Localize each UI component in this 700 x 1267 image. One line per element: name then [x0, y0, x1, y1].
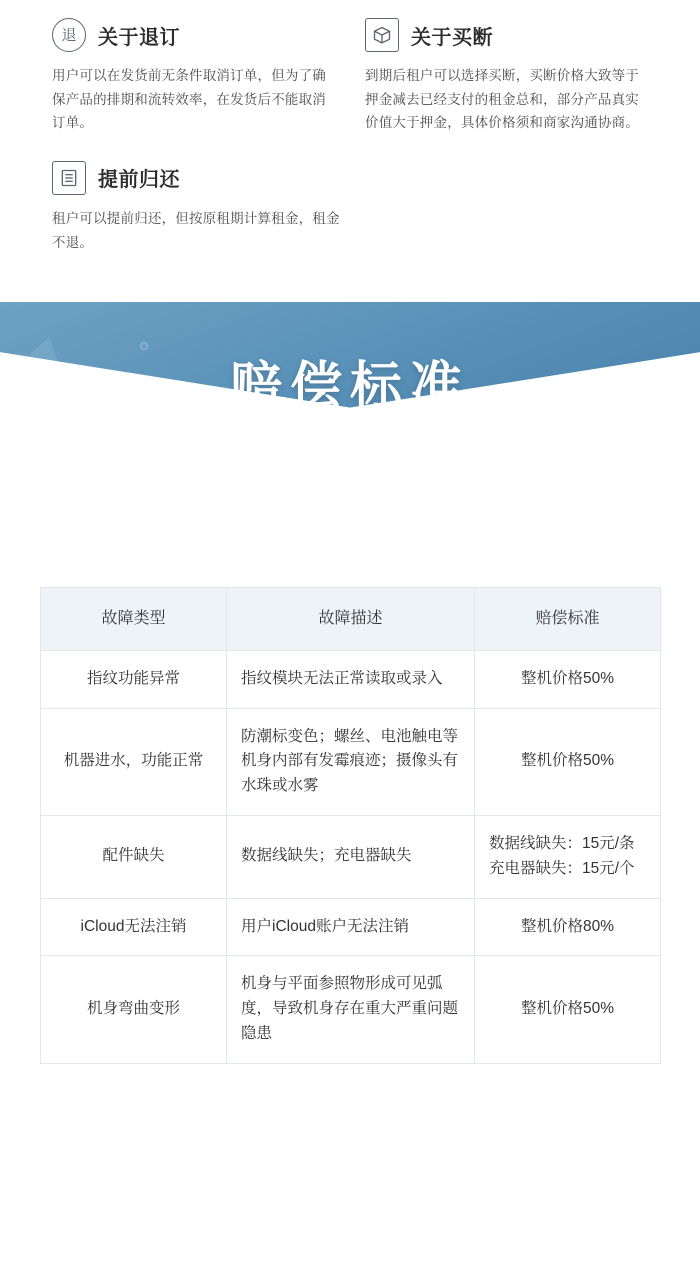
faq-item-title: 提前归还	[98, 169, 180, 192]
cell-standard: 数据线缺失：15元/条 充电器缺失：15元/个	[475, 815, 661, 898]
faq-item-header	[52, 18, 335, 52]
table-row	[41, 708, 661, 815]
table-header-row	[41, 588, 661, 651]
faq-item-refund	[52, 18, 335, 135]
table-header-standard: 赔偿标准	[475, 588, 661, 651]
cell-fault-desc: 用户iCloud账户无法注销	[227, 898, 475, 956]
cell-fault-type: 机器进水，功能正常	[41, 708, 227, 815]
table-body	[41, 650, 661, 1063]
faq-item-text: 用户可以在发货前无条件取消订单，但为了确保产品的排期和流转效率，在发货后不能取消订单。	[52, 68, 326, 131]
cell-standard: 整机价格50%	[475, 708, 661, 815]
box-icon	[365, 18, 399, 52]
faq-item-header	[52, 161, 352, 195]
table-row	[41, 956, 661, 1063]
table-header-fault-desc: 故障描述	[227, 588, 475, 651]
faq-item-title: 关于买断	[411, 26, 493, 49]
compensation-table-section	[0, 587, 700, 1064]
cell-fault-type: 指纹功能异常	[41, 650, 227, 708]
cell-fault-desc: 数据线缺失；充电器缺失	[227, 815, 475, 898]
document-lines-icon	[52, 161, 86, 195]
faq-item-early-return	[52, 161, 352, 254]
faq-section	[0, 0, 700, 280]
faq-item-buyout	[365, 18, 648, 135]
cell-standard: 整机价格80%	[475, 898, 661, 956]
table-row	[41, 815, 661, 898]
cell-standard: 整机价格50%	[475, 956, 661, 1063]
compensation-banner	[0, 302, 700, 557]
faq-item-header	[365, 18, 648, 52]
compensation-table	[40, 587, 661, 1064]
cell-fault-type: iCloud无法注销	[41, 898, 227, 956]
cell-fault-type: 机身弯曲变形	[41, 956, 227, 1063]
table-row	[41, 898, 661, 956]
cell-fault-desc: 指纹模块无法正常读取或录入	[227, 650, 475, 708]
faq-item-text: 租户可以提前归还，但按原租期计算租金，租金不退。	[52, 210, 340, 250]
banner-title-cn: 赔偿标准	[229, 358, 470, 417]
faq-item-text: 到期后租户可以选择买断，买断价格大致等于押金减去已经支付的租金总和，部分产品真实价值大于押金，具体价格须和商家沟通协商。	[365, 68, 639, 131]
refund-circle-icon: 退	[52, 18, 86, 52]
cell-fault-type: 配件缺失	[41, 815, 227, 898]
faq-row-2	[52, 161, 648, 280]
faq-row-1	[52, 18, 648, 161]
cell-fault-desc: 防潮标变色；螺丝、电池触电等机身内部有发霉痕迹；摄像头有水珠或水雾	[227, 708, 475, 815]
table-row	[41, 650, 661, 708]
table-header-fault-type: 故障类型	[41, 588, 227, 651]
cell-fault-desc: 机身与平面参照物形成可见弧度，导致机身存在重大严重问题隐患	[227, 956, 475, 1063]
cell-standard: 整机价格50%	[475, 650, 661, 708]
faq-item-title: 关于退订	[98, 26, 180, 49]
